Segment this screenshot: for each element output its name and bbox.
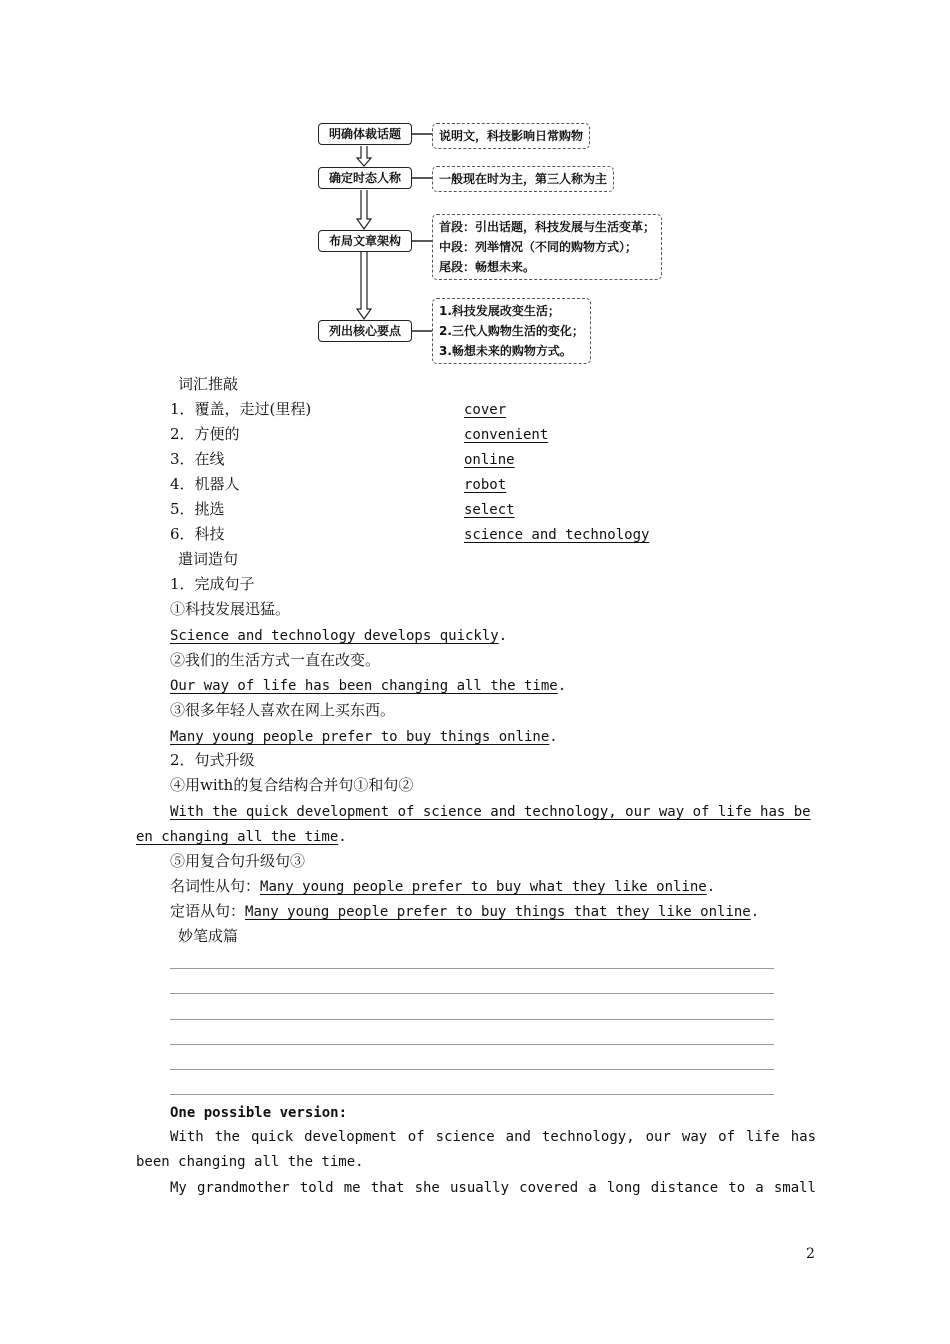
vocab-item-cn: 3．在线	[170, 450, 225, 468]
noun-clause-line: 名词性从句：Many young people prefer to buy what they like online.	[170, 877, 716, 895]
flow-note-points: 1.科技发展改变生活； 2.三代人购物生活的变化； 3.畅想未来的购物方式。	[432, 298, 591, 364]
question-3: ③很多年轻人喜欢在网上买东西。	[170, 701, 396, 719]
answer-1: Science and technology develops quickly.	[170, 628, 508, 644]
flow-note-tense: 一般现在时为主，第三人称为主	[432, 166, 614, 192]
question-2: ②我们的生活方式一直在改变。	[170, 651, 381, 669]
writing-flow-diagram	[300, 118, 680, 373]
writing-blank-line	[170, 993, 774, 994]
vocab-item-cn: 1．覆盖，走过(里程)	[170, 400, 312, 418]
vocab-item-en: convenient	[464, 427, 549, 443]
writing-blank-line	[170, 1069, 774, 1070]
question-4: ④用with的复合结构合并句①和句②	[170, 776, 414, 794]
essay-paragraph-1: With the quick development of science and technology, our way of life has been changing all the time.	[136, 1129, 816, 1170]
writing-blank-line	[170, 968, 774, 969]
flow-step-genre: 明确体裁话题	[318, 123, 412, 145]
vocab-item-cn: 2．方便的	[170, 425, 240, 443]
vocab-item-cn: 6．科技	[170, 525, 225, 543]
answer-4-line2: en changing all the time.	[136, 829, 347, 845]
page-number: 2	[806, 1246, 815, 1262]
flow-note-structure: 首段：引出话题，科技发展与生活变革； 中段：列举情况（不同的购物方式）； 尾段：畅想未来。	[432, 214, 662, 280]
essay-paragraph-2: My grandmother told me that she usually covered a long distance to a small	[170, 1180, 816, 1196]
flow-step-structure: 布局文章架构	[318, 230, 412, 252]
vocab-item-en: science and technology	[464, 527, 650, 543]
sentences-heading: 遣词造句	[178, 550, 239, 568]
flow-step-points: 列出核心要点	[318, 320, 412, 342]
vocab-item-en: online	[464, 452, 515, 468]
flow-note-genre: 说明文，科技影响日常购物	[432, 123, 590, 149]
answer-3: Many young people prefer to buy things online.	[170, 729, 558, 745]
question-1: ①科技发展迅猛。	[170, 600, 291, 618]
version-label: One possible version:	[170, 1105, 348, 1121]
attributive-clause-line: 定语从句：Many young people prefer to buy things that they like online.	[170, 902, 760, 920]
answer-2: Our way of life has been changing all the time.	[170, 678, 567, 694]
writing-blank-line	[170, 1094, 774, 1095]
writing-heading: 妙笔成篇	[178, 927, 239, 945]
vocab-item-en: robot	[464, 477, 507, 493]
vocab-item-en: cover	[464, 402, 507, 418]
sentences-part2: 2．句式升级	[170, 751, 255, 769]
vocab-item-en: select	[464, 502, 515, 518]
writing-blank-line	[170, 1019, 774, 1020]
vocab-item-cn: 4．机器人	[170, 475, 240, 493]
vocab-item-cn: 5．挑选	[170, 500, 225, 518]
writing-blank-line	[170, 1044, 774, 1045]
sentences-part1: 1．完成句子	[170, 575, 255, 593]
question-5: ⑤用复合句升级句③	[170, 852, 306, 870]
vocab-heading: 词汇推敲	[178, 375, 239, 393]
flow-step-tense: 确定时态人称	[318, 167, 412, 189]
answer-4-line1: With the quick development of science and technology, our way of life has be	[170, 804, 811, 820]
